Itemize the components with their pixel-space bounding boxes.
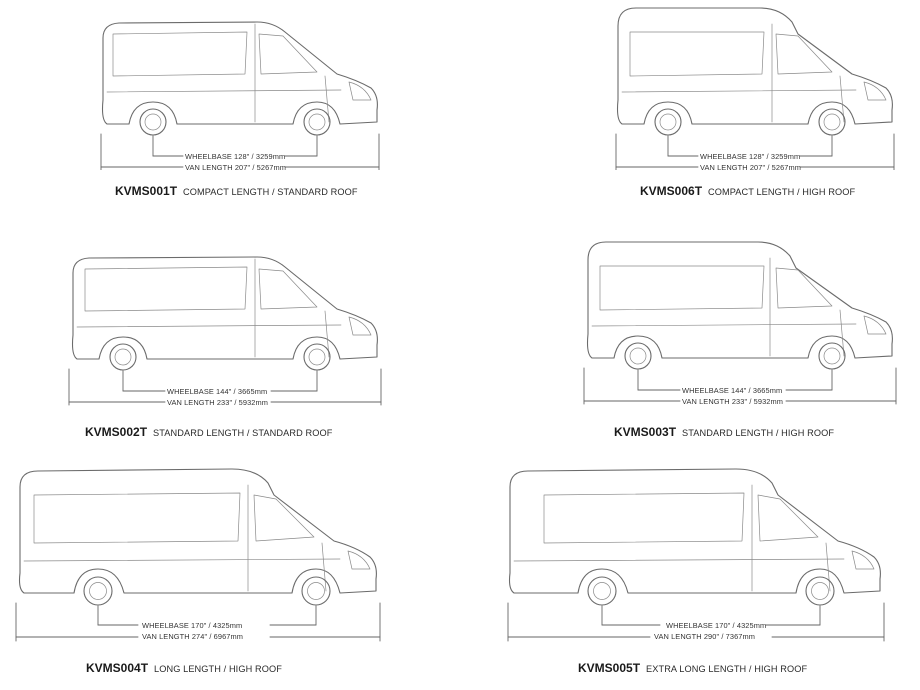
van-panel-kvms004t xyxy=(0,465,440,680)
van-panel-kvms006t xyxy=(600,4,920,219)
model-description: COMPACT LENGTH / HIGH ROOF xyxy=(708,187,856,197)
van-length-text: VAN LENGTH 233" / 5932mm xyxy=(682,397,783,406)
rear-wheel xyxy=(110,344,136,370)
model-description: EXTRA LONG LENGTH / HIGH ROOF xyxy=(646,664,808,674)
cargo-window xyxy=(630,32,764,76)
van-drawing-kvms003t xyxy=(570,238,910,410)
van-panel-kvms002t xyxy=(55,245,495,460)
front-wheel xyxy=(304,109,330,135)
cab-window xyxy=(776,34,832,74)
model-code: KVMS006T xyxy=(640,184,703,198)
van-body-outline xyxy=(20,469,377,593)
cargo-window xyxy=(600,266,764,310)
cargo-window xyxy=(113,32,247,76)
rear-wheel xyxy=(84,577,112,605)
model-code: KVMS004T xyxy=(86,661,149,675)
van-length-text: VAN LENGTH 233" / 5932mm xyxy=(167,398,268,407)
van-panel-kvms001t xyxy=(85,10,525,225)
van-caption xyxy=(85,423,332,441)
rear-wheel xyxy=(140,109,166,135)
model-code: KVMS002T xyxy=(85,425,148,439)
rear-wheel xyxy=(625,343,651,369)
van-drawing-kvms005t xyxy=(500,465,910,645)
van-body-outline xyxy=(618,8,893,124)
van-drawing-kvms001t xyxy=(85,10,395,170)
van-length-text: VAN LENGTH 207" / 5267mm xyxy=(700,163,801,172)
model-description: STANDARD LENGTH / HIGH ROOF xyxy=(682,428,835,438)
van-drawing-kvms004t xyxy=(0,465,400,645)
model-code: KVMS005T xyxy=(578,661,641,675)
van-body-outline xyxy=(588,242,893,358)
van-panel-kvms003t xyxy=(570,238,920,453)
van-length-text: VAN LENGTH 290" / 7367mm xyxy=(654,632,755,641)
front-wheel xyxy=(304,344,330,370)
model-code: KVMS001T xyxy=(115,184,178,198)
van-caption xyxy=(86,659,282,677)
wheelbase-text: WHEELBASE 170" / 4325mm xyxy=(142,621,243,630)
van-length-text: VAN LENGTH 207" / 5267mm xyxy=(185,163,286,172)
rear-wheel xyxy=(655,109,681,135)
front-wheel xyxy=(819,343,845,369)
cargo-window xyxy=(85,267,247,311)
wheelbase-text: WHEELBASE 170" / 4325mm xyxy=(666,621,767,630)
rear-wheel xyxy=(588,577,616,605)
front-wheel xyxy=(819,109,845,135)
van-caption xyxy=(640,182,855,200)
van-panel-kvms005t xyxy=(500,465,920,680)
van-caption xyxy=(115,182,358,200)
cargo-window xyxy=(544,493,744,543)
cab-window xyxy=(758,495,818,541)
model-description: COMPACT LENGTH / STANDARD ROOF xyxy=(183,187,358,197)
cab-window xyxy=(254,495,314,541)
model-description: LONG LENGTH / HIGH ROOF xyxy=(154,664,282,674)
van-length-text: VAN LENGTH 274" / 6967mm xyxy=(142,632,243,641)
wheelbase-text: WHEELBASE 128" / 3259mm xyxy=(700,152,801,161)
van-caption xyxy=(614,423,834,441)
van-body-outline xyxy=(510,469,881,593)
cab-window xyxy=(259,34,317,74)
model-code: KVMS003T xyxy=(614,425,677,439)
van-body-outline xyxy=(103,22,378,124)
van-body-outline xyxy=(73,257,378,359)
cargo-window xyxy=(34,493,240,543)
van-caption xyxy=(578,659,807,677)
van-drawing-kvms006t xyxy=(600,4,910,170)
wheelbase-text: WHEELBASE 128" / 3259mm xyxy=(185,152,286,161)
model-description: STANDARD LENGTH / STANDARD ROOF xyxy=(153,428,333,438)
cab-window xyxy=(259,269,317,309)
wheelbase-text: WHEELBASE 144" / 3665mm xyxy=(167,387,268,396)
wheelbase-text: WHEELBASE 144" / 3665mm xyxy=(682,386,783,395)
